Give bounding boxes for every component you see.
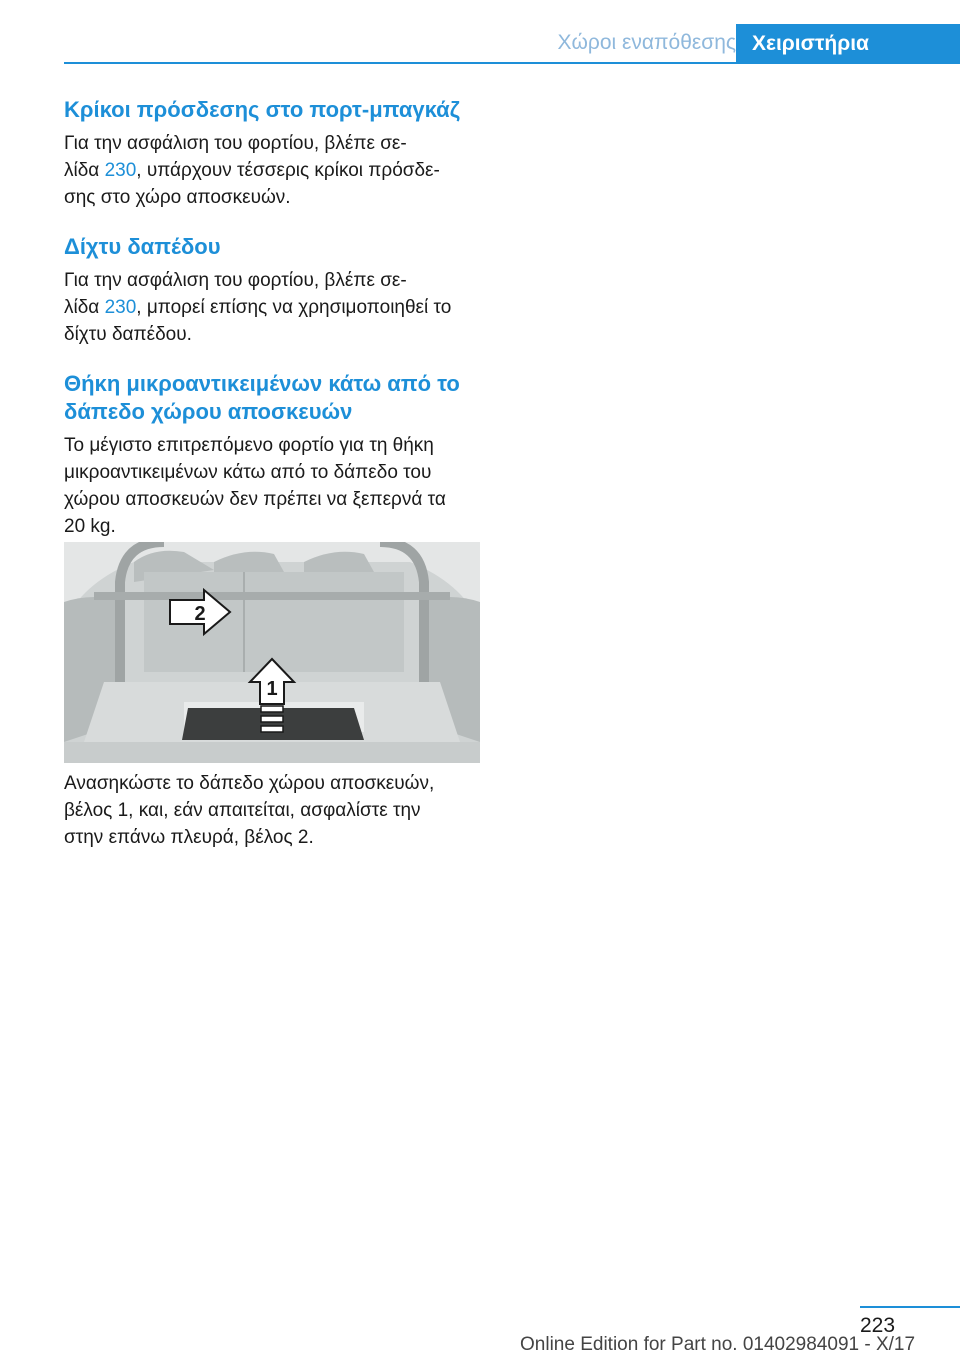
section-text-floor-net: Για την ασφάλιση του φορτίου, βλέπε σε‐ λίδα 230, μπορεί επίσης να χρησιμοποιηθεί το δίχτυ δαπέδου. [64,270,452,345]
arrow-1-label: 1 [266,678,278,700]
page-number-rule [860,1306,960,1308]
header-tab-controls[interactable]: Χειριστήρια [736,24,960,64]
section-title-floor-net: Δίχτυ δαπέδου [64,234,221,259]
figure-caption: Ανασηκώστε το δάπεδο χώρου αποσκευών, βέλος 1, και, εάν απαιτείται, ασφαλίστε την στην επάνω πλευρά, βέλος 2. [64,773,435,848]
arrow-2-label: 2 [194,603,206,625]
section-text-underfloor-storage: Το μέγιστο επιτρεπόμενο φορτίο για τη θήκη μικροαντικειμένων κάτω από το δάπεδο του χώρου αποσκευών δεν πρέπει να ξεπερνά τα 20 kg. [64,435,446,537]
section-title-tie-down-rings: Κρίκοι πρόσδεσης στο πορτ-μπαγκάζ [64,97,460,122]
trunk-floor-illustration [64,542,480,763]
page-link-230[interactable]: 230 [104,160,137,181]
section-title-underfloor-storage: Θήκη μικροαντικειμένων κάτω από το δάπεδο χώρου αποσκευών [64,371,460,424]
page-number: 223 [860,1314,896,1337]
section-text-tie-down-rings: Για την ασφάλιση του φορτίου, βλέπε σε‐ λίδα 230, υπάρχουν τέσσερις κρίκοι πρόσδε‐ σης στο χώρο αποσκευών. [64,133,440,208]
trunk-illustration-svg [64,542,480,763]
page-link-230-b[interactable]: 230 [104,297,137,318]
main-content [64,96,484,562]
footer-edition: Online Edition for Part no. 01402984091 - X/17 [520,1334,916,1355]
header-section-title: Χώροι εναπόθεσης [557,31,736,54]
